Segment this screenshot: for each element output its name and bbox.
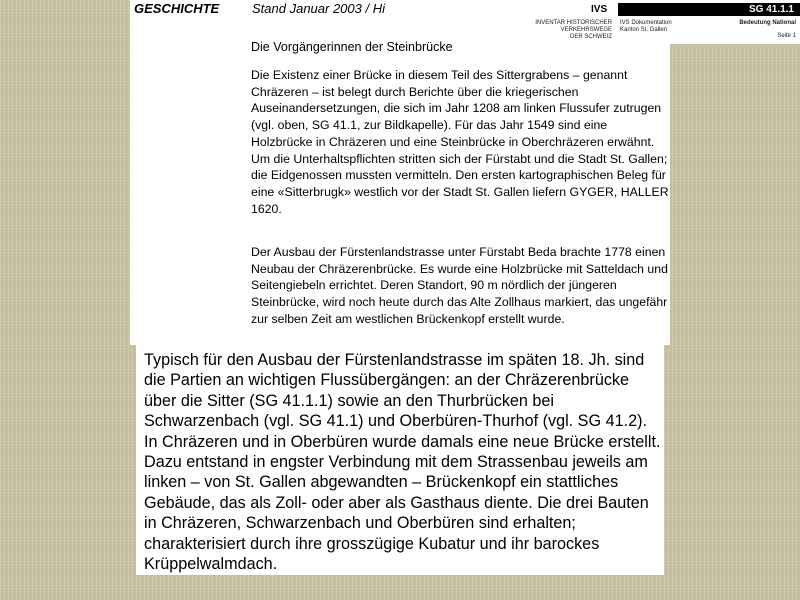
overlay-paragraph: Typisch für den Ausbau der Fürstenlandstrasse im späten 18. Jh. sind die Partien an wichtigen Flussübergängen: an der Chräzerenbrücke über die Sitter (SG 41.1.1) sowie an den Thurbrücken bei Schwarzenbach (vgl. SG 41.1) und Oberbüren-Thurhof (vgl. SG 41.2). In Chräzeren und in Oberbüren wurde damals eine neue Brücke erstellt. Dazu entstand in engster Verbindung mit dem Strassenbau jeweils am linken – von St. Gallen abgewandten – Brückenkopf ein stattliches Gebäude, das als Zoll- oder aber als Gasthaus diente. Die drei Bauten in Chräzeren, Schwarzenbach und Oberbüren sind erhalten; charakterisiert durch ihre grosszügige Kubatur und ihr barockes Krüppelwalmdach. [144,351,661,574]
paragraph-existence: Die Existenz einer Brücke in diesem Teil des Sittergrabens – genannt Chräzeren – ist belegt durch Berichte über die kriegerischen Auseinandersetzungen, die sich im Jahr 1208 am linken Flussufer zutrugen (vgl. oben, SG 41.1, zur Bildkapelle). Für das Jahr 1549 sind eine Holzbrücke in Chräzeren und eine Steinbrücke in Oberchräzeren erwähnt. Um die Unterhaltspflichten stritten sich der Fürstabt und die Stadt St. Gallen; die Eidgenossen mussten vermitteln. Den ersten kartographischen Beleg für eine «Sitterbrugk» westlich vor der Stadt St. Gallen liefern GYGER, HALLER 1620. [251,68,669,216]
section-heading: Die Vorgängerinnen der Steinbrücke [251,40,453,54]
ivs-inventar-label [532,20,612,41]
doc-line-2: Kanton St. Gallen [620,27,668,33]
significance-label: Bedeutung National [739,20,796,26]
document-header [134,1,385,16]
inventar-line-2: VERKEHRSWEGE [560,27,612,33]
doc-line-1: IVS Dokumentation [620,20,672,26]
page-number: Seite 1 [777,33,796,39]
ivs-logo-text: IVS [591,4,608,15]
object-id-bar: SG 41.1.1 [618,3,800,16]
paragraph-ausbau: Der Ausbau der Fürstenlandstrasse unter Fürstabt Beda brachte 1778 einen Neubau der Chräzerenbrücke. Es wurde eine Holzbrücke mit Satteldach und Seitengiebeln errichtet. Deren Standort, 90 m nördlich der jüngeren Steinbrücke, wird noch heute durch das Alte Zollhaus markiert, das ungefähr zur selben Zeit am westlichen Brückenkopf erstellt wurde. [251,245,668,326]
revision-stamp: Stand Januar 2003 / Hi [252,1,385,16]
section-title: GESCHICHTE [134,1,220,16]
inventar-line-1: INVENTAR HISTORISCHER [535,20,612,26]
ivs-doc-label [620,20,672,34]
inventar-line-3: DER SCHWEIZ [570,34,612,40]
